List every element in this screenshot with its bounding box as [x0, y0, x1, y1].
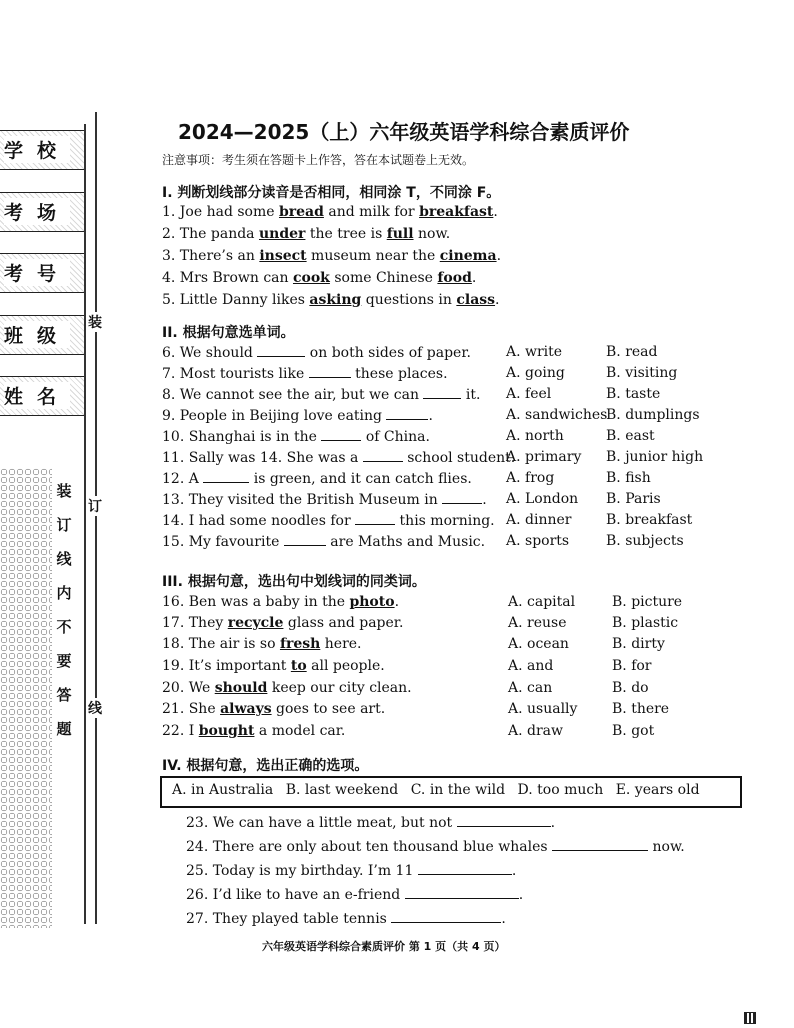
warning-char: 装	[56, 482, 72, 500]
question-21: 21. She always goes to see art.	[162, 701, 386, 717]
question-5: 5. Little Danny likes asking questions in class.	[162, 292, 500, 308]
option-a: A. feel	[506, 386, 552, 402]
hatched-binding-area	[0, 468, 52, 928]
question-17: 17. They recycle glass and paper.	[162, 615, 404, 631]
option-a: A. reuse	[508, 615, 567, 631]
option-b: B. read	[606, 344, 658, 360]
class-field: 班级	[0, 315, 86, 355]
question-9: 9. People in Beijing love eating .	[162, 408, 433, 424]
option-b: B. last weekend	[285, 782, 399, 798]
option-b: B. visiting	[606, 365, 678, 381]
name-field: 姓名	[0, 376, 86, 416]
binding-char-2: 订	[88, 496, 102, 516]
option-a: A. can	[508, 680, 553, 696]
question-4: 4. Mrs Brown can cook some Chinese food.	[162, 270, 477, 286]
option-b: B. breakfast	[606, 512, 693, 528]
option-b: B. taste	[606, 386, 661, 402]
school-field: 学校	[0, 130, 86, 170]
question-27: 27. They played table tennis .	[186, 911, 506, 927]
option-a: A. ocean	[508, 636, 569, 652]
options-list	[172, 782, 708, 798]
option-b: B. for	[612, 658, 652, 674]
section-2-heading: II. 根据句意选单词。	[162, 325, 295, 341]
warning-char: 订	[56, 516, 72, 534]
option-b: B. there	[612, 701, 670, 717]
option-a: A. dinner	[506, 512, 572, 528]
warning-char: 线	[56, 550, 72, 568]
option-a: A. primary	[506, 449, 582, 465]
binding-line-outer	[95, 112, 97, 924]
question-23: 23. We can have a little meat, but not .	[186, 815, 556, 831]
question-24: 24. There are only about ten thousand blue whales now.	[186, 839, 685, 855]
option-b: B. fish	[606, 470, 651, 486]
question-25: 25. Today is my birthday. I’m 11 .	[186, 863, 517, 879]
option-a: A. going	[506, 365, 565, 381]
option-b: B. got	[612, 723, 655, 739]
question-26: 26. I’d like to have an e-friend .	[186, 887, 524, 903]
question-12: 12. A is green, and it can catch flies.	[162, 471, 472, 487]
question-2: 2. The panda under the tree is full now.	[162, 226, 451, 242]
question-20: 20. We should keep our city clean.	[162, 680, 412, 696]
exam-number-field: 考号	[0, 253, 86, 293]
section-3-heading: III. 根据句意，选出句中划线词的同类词。	[162, 574, 426, 590]
question-15: 15. My favourite are Maths and Music.	[162, 534, 486, 550]
option-a: A. sports	[506, 533, 570, 549]
question-1: 1. Joe had some bread and milk for breakfast.	[162, 204, 498, 220]
option-c: C. in the wild	[410, 782, 506, 798]
question-11: 11. Sally was 14. She was a school student.	[162, 450, 516, 466]
question-19: 19. It’s important to all people.	[162, 658, 385, 674]
qr-code-icon	[744, 1012, 756, 1024]
question-13: 13. They visited the British Museum in .	[162, 492, 487, 508]
option-a: A. write	[506, 344, 563, 360]
option-a: A. sandwiches	[506, 407, 608, 423]
question-14: 14. I had some noodles for this morning.	[162, 513, 495, 529]
warning-char: 答	[56, 686, 72, 704]
option-b: B. do	[612, 680, 649, 696]
option-b: B. dumplings	[606, 407, 700, 423]
warning-char: 内	[56, 584, 72, 602]
page-footer: 六年级英语学科综合素质评价 第 1 页（共 4 页）	[262, 940, 506, 953]
option-b: B. subjects	[606, 533, 684, 549]
section-1-heading: I. 判断划线部分读音是否相同，相同涂 T，不同涂 F。	[162, 185, 501, 201]
question-18: 18. The air is so fresh here.	[162, 636, 362, 652]
question-16: 16. Ben was a baby in the photo.	[162, 594, 400, 610]
exam-room-field: 考场	[0, 192, 86, 232]
binding-char-1: 装	[88, 312, 102, 332]
section-4-heading: IV. 根据句意，选出正确的选项。	[162, 758, 369, 774]
option-a: A. frog	[506, 470, 555, 486]
option-b: B. east	[606, 428, 655, 444]
option-a: A. and	[508, 658, 554, 674]
question-10: 10. Shanghai is in the of China.	[162, 429, 430, 445]
warning-char: 要	[56, 652, 72, 670]
option-b: B. dirty	[612, 636, 665, 652]
option-a: A. usually	[508, 701, 578, 717]
page-title: 2024—2025（上）六年级英语学科综合素质评价	[178, 120, 630, 144]
option-b: B. junior high	[606, 449, 704, 465]
question-22: 22. I bought a model car.	[162, 723, 346, 739]
question-3: 3. There’s an insect museum near the cinema.	[162, 248, 502, 264]
question-6: 6. We should on both sides of paper.	[162, 345, 471, 361]
option-a: A. London	[506, 491, 579, 507]
warning-char: 题	[56, 720, 72, 738]
option-a: A. north	[506, 428, 564, 444]
binding-line-inner	[84, 124, 86, 924]
option-d: D. too much	[517, 782, 604, 798]
option-e: E. years old	[615, 782, 700, 798]
binding-char-3: 线	[88, 698, 102, 718]
notice-text: 注意事项：考生须在答题卡上作答，答在本试题卷上无效。	[162, 153, 475, 167]
question-8: 8. We cannot see the air, but we can it.	[162, 387, 481, 403]
warning-char: 不	[56, 618, 72, 636]
option-b: B. picture	[612, 594, 683, 610]
option-a: A. in Australia	[172, 782, 274, 798]
question-7: 7. Most tourists like these places.	[162, 366, 448, 382]
option-a: A. draw	[508, 723, 563, 739]
option-b: B. plastic	[612, 615, 679, 631]
option-a: A. capital	[508, 594, 576, 610]
option-b: B. Paris	[606, 491, 661, 507]
